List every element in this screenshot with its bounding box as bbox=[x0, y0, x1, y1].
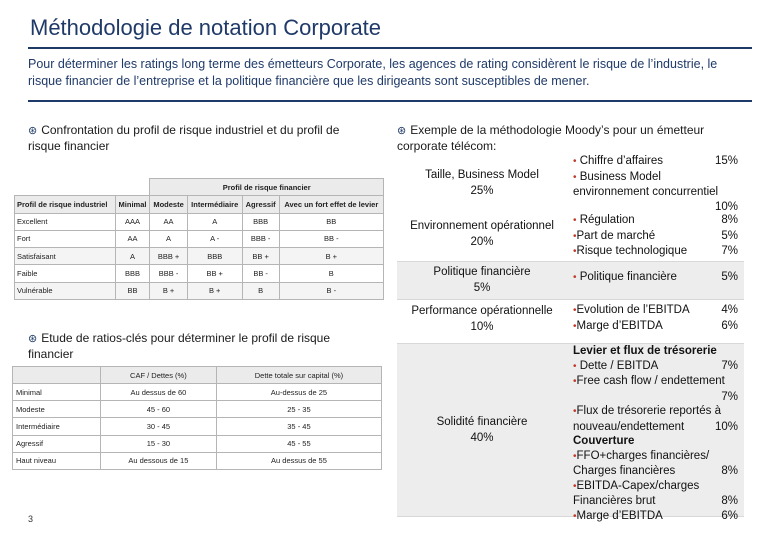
table-cell: A bbox=[187, 213, 242, 230]
col-header: Profil de risque industriel bbox=[15, 196, 116, 213]
col-header: CAF / Dettes (%) bbox=[100, 367, 216, 384]
table-corner bbox=[115, 179, 150, 196]
list-item-pct: 7% bbox=[721, 390, 738, 403]
row-label-name: Performance opérationnelle bbox=[411, 305, 553, 317]
table-cell: A bbox=[115, 248, 150, 265]
intro-divider bbox=[28, 100, 752, 102]
table-cell: BBB bbox=[115, 265, 150, 282]
row-label: Minimal bbox=[13, 384, 101, 401]
table-cell: 35 - 45 bbox=[216, 418, 381, 435]
row-details bbox=[573, 270, 738, 286]
list-item: •FFO+charges financières/ Charges financières 8% bbox=[573, 449, 738, 477]
table-cell: A bbox=[150, 230, 187, 247]
table-cell: B + bbox=[279, 248, 383, 265]
table-row bbox=[13, 401, 382, 418]
list-item: • Régulation 8% bbox=[573, 214, 738, 226]
table-cell: A - bbox=[187, 230, 242, 247]
row-label: Modeste bbox=[13, 401, 101, 418]
row-label bbox=[397, 167, 567, 199]
row-label: Satisfaisant bbox=[15, 248, 116, 265]
table-row bbox=[13, 452, 382, 469]
table-cell: B - bbox=[279, 282, 383, 299]
list-item: •Part de marché 5% bbox=[573, 229, 738, 242]
row-details bbox=[573, 303, 738, 334]
row-label: Fort bbox=[15, 230, 116, 247]
row-label bbox=[397, 303, 567, 335]
list-item: •Evolution de l’EBITDA 4% bbox=[573, 304, 738, 316]
table-cell: BBB - bbox=[242, 230, 279, 247]
bullet-arrow-icon: ⊛ bbox=[28, 333, 38, 345]
row-label-weight: 10% bbox=[470, 321, 494, 333]
methodology-row-environment bbox=[397, 213, 744, 261]
moodys-methodology-grid bbox=[397, 153, 744, 522]
list-item: •Marge d’EBITDA 6% bbox=[573, 319, 738, 332]
col-header: Minimal bbox=[115, 196, 150, 213]
table-cell: BBB bbox=[242, 213, 279, 230]
row-label: Vulnérable bbox=[15, 282, 116, 299]
col-header: Avec un fort effet de levier bbox=[279, 196, 383, 213]
table-cell: BB - bbox=[242, 265, 279, 282]
table-cell: AAA bbox=[115, 213, 150, 230]
page-number: 3 bbox=[28, 514, 34, 524]
table-cell: BBB bbox=[187, 248, 242, 265]
col-header bbox=[13, 367, 101, 384]
table-cell: Au dessus de 60 bbox=[100, 384, 216, 401]
table-corner bbox=[15, 179, 116, 196]
bullet-text: Confrontation du profil de risque industriel et du profil de risque financier bbox=[28, 123, 340, 153]
methodology-row-solidity bbox=[397, 343, 744, 522]
col-header: Modeste bbox=[150, 196, 187, 213]
table-cell: AA bbox=[115, 230, 150, 247]
table-cell: BB - bbox=[279, 230, 383, 247]
list-item: •Flux de trésorerie reportés à nouveau/endettement 10% bbox=[573, 405, 738, 433]
row-details bbox=[573, 213, 738, 260]
row-label: Excellent bbox=[15, 213, 116, 230]
table-row bbox=[15, 265, 384, 282]
col-header: Agressif bbox=[242, 196, 279, 213]
table-cell: B + bbox=[150, 282, 187, 299]
table-row bbox=[13, 418, 382, 435]
row-details bbox=[573, 344, 738, 524]
table-cell: BB bbox=[115, 282, 150, 299]
row-label-name: Taille, Business Model bbox=[425, 169, 539, 181]
table-cell: 45 - 60 bbox=[100, 401, 216, 418]
row-label-weight: 20% bbox=[470, 236, 494, 248]
table-cell: Au-dessus de 25 bbox=[216, 384, 381, 401]
row-label: Intermédiaire bbox=[13, 418, 101, 435]
row-label bbox=[397, 218, 567, 250]
bullet-arrow-icon: ⊛ bbox=[28, 125, 38, 137]
key-ratios-table bbox=[12, 366, 382, 470]
intro-paragraph: Pour déterminer les ratings long terme des émetteurs Corporate, les agences de rating considèrent le risque de l’industrie, le risque financier de l’entreprise et la politique financière que les dirigeants sont susceptibles de mener. bbox=[28, 57, 718, 88]
list-item: • Dette / EBITDA 7% bbox=[573, 359, 738, 372]
bullet-key-ratios bbox=[28, 331, 373, 362]
table-row bbox=[15, 230, 384, 247]
list-item-pct: 10% bbox=[714, 200, 738, 213]
bullet-risk-profile bbox=[28, 123, 373, 154]
row-label bbox=[397, 414, 567, 446]
table-cell: BB + bbox=[187, 265, 242, 282]
table-cell: 45 - 55 bbox=[216, 435, 381, 452]
table-cell: B + bbox=[187, 282, 242, 299]
bullet-text: Etude de ratios-clés pour déterminer le profil de risque financier bbox=[28, 331, 331, 361]
table-row bbox=[15, 282, 384, 299]
row-label-name: Environnement opérationnel bbox=[410, 220, 554, 232]
table-row bbox=[13, 435, 382, 452]
title-divider bbox=[28, 47, 752, 49]
table-cell: Au dessus de 55 bbox=[216, 452, 381, 469]
list-item: • Politique financière 5% bbox=[573, 271, 738, 283]
section-heading: Levier et flux de trésorerie bbox=[573, 345, 717, 357]
list-item: • Chiffre d’affaires 15% bbox=[573, 155, 738, 167]
methodology-row-performance bbox=[397, 300, 744, 343]
bullet-text: Exemple de la méthodologie Moody’s pour un émetteur corporate télécom: bbox=[397, 123, 705, 153]
row-label: Faible bbox=[15, 265, 116, 282]
methodology-row-policy bbox=[397, 261, 744, 300]
bullet-moodys-example bbox=[397, 123, 747, 154]
table-row bbox=[13, 384, 382, 401]
row-label: Agressif bbox=[13, 435, 101, 452]
row-details bbox=[573, 154, 738, 214]
risk-profile-table bbox=[14, 178, 384, 300]
table-cell: BBB + bbox=[150, 248, 187, 265]
row-label-weight: 40% bbox=[470, 432, 494, 444]
row-label-weight: 5% bbox=[473, 282, 491, 294]
table-cell: BB + bbox=[242, 248, 279, 265]
table-cell: BBB - bbox=[150, 265, 187, 282]
bullet-arrow-icon: ⊛ bbox=[397, 125, 407, 137]
table-cell: B bbox=[279, 265, 383, 282]
table-cell: 30 - 45 bbox=[100, 418, 216, 435]
table-cell: B bbox=[242, 282, 279, 299]
page-title: Méthodologie de notation Corporate bbox=[30, 15, 382, 40]
row-label-name: Solidité financière bbox=[436, 416, 528, 428]
row-label-name: Politique financière bbox=[433, 266, 531, 278]
table-cell: AA bbox=[150, 213, 187, 230]
list-item: •Free cash flow / endettement bbox=[573, 375, 725, 387]
row-label: Haut niveau bbox=[13, 452, 101, 469]
row-label-weight: 25% bbox=[470, 185, 494, 197]
table-cell: BB bbox=[279, 213, 383, 230]
row-label bbox=[397, 264, 567, 296]
list-item: •Risque technologique 7% bbox=[573, 245, 738, 257]
group-header: Profil de risque financier bbox=[150, 179, 384, 196]
section-heading: Couverture bbox=[573, 435, 635, 447]
methodology-row-size bbox=[397, 153, 744, 213]
table-row bbox=[15, 213, 384, 230]
list-item: •Marge d’EBITDA 6% bbox=[573, 509, 738, 522]
list-item: •EBITDA-Capex/charges Financières brut 8% bbox=[573, 479, 738, 507]
table-cell: Au dessous de 15 bbox=[100, 452, 216, 469]
list-item: • Business Model environnement concurrentiel bbox=[573, 170, 719, 198]
table-row bbox=[15, 248, 384, 265]
col-header: Intermédiaire bbox=[187, 196, 242, 213]
table-cell: 15 - 30 bbox=[100, 435, 216, 452]
col-header: Dette totale sur capital (%) bbox=[216, 367, 381, 384]
table-cell: 25 - 35 bbox=[216, 401, 381, 418]
